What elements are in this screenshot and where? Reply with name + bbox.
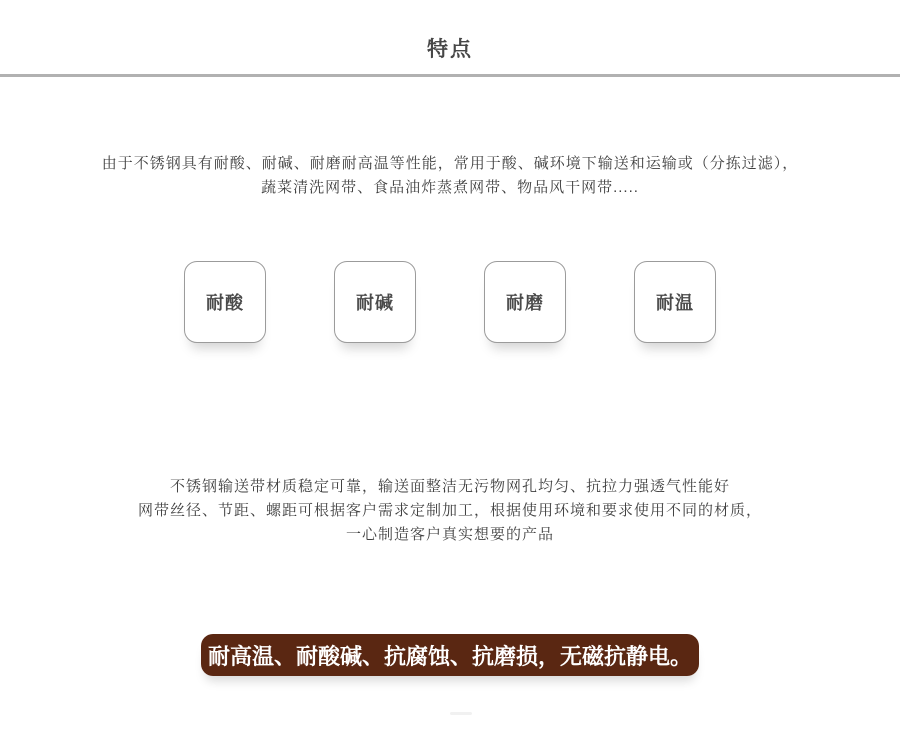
description-paragraph — [0, 475, 900, 547]
highlight-banner — [201, 634, 699, 676]
feature-badges-row — [0, 261, 900, 343]
section-title: 特点 — [427, 38, 473, 61]
feature-badge-wear-resistant — [484, 261, 566, 343]
badge-label: 耐碱 — [356, 293, 394, 313]
badge-label: 耐磨 — [506, 293, 544, 313]
intro-line-2: 蔬菜清洗网带、食品油炸蒸煮网带、物品风干网带..... — [261, 179, 639, 196]
description-line-2: 网带丝径、节距、螺距可根据客户需求定制加工，根据使用环境和要求使用不同的材质， — [137, 502, 762, 519]
bottom-faint-mark — [450, 712, 472, 715]
section-header — [0, 0, 900, 74]
feature-badge-temperature-resistant — [634, 261, 716, 343]
highlight-banner-text: 耐高温、耐酸碱、抗腐蚀、抗磨损，无磁抗静电。 — [207, 643, 692, 669]
badge-label: 耐温 — [656, 293, 694, 313]
feature-badge-alkali-resistant — [334, 261, 416, 343]
intro-paragraph — [0, 152, 900, 200]
description-line-3: 一心制造客户真实想要的产品 — [345, 526, 554, 543]
intro-line-1: 由于不锈钢具有耐酸、耐碱、耐磨耐高温等性能，常用于酸、碱环境下输送和运输或（分拣过滤）， — [101, 155, 799, 172]
feature-badge-acid-resistant — [184, 261, 266, 343]
header-divider — [0, 74, 900, 77]
description-line-1: 不锈钢输送带材质稳定可靠，输送面整洁无污物网孔均匀、抗拉力强透气性能好 — [169, 478, 730, 495]
badge-label: 耐酸 — [206, 293, 244, 313]
